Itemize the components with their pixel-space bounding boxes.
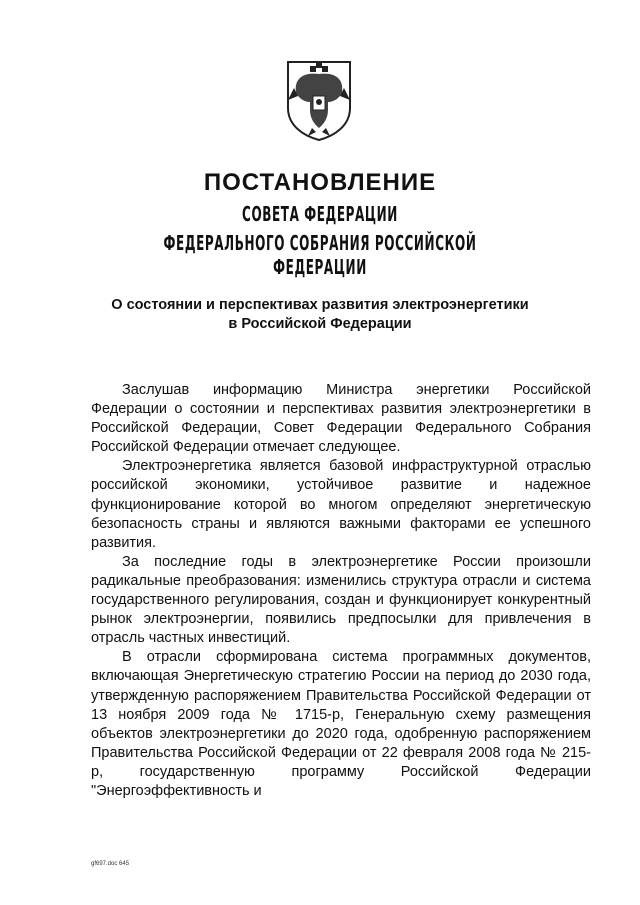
paragraph: Электроэнергетика является базовой инфраструктурной отраслью российской экономики, устойчивое развитие и надежное функционирование которой во многом определяют энергетическую безопасность страны и являются важными факторами ее успешного развития. bbox=[91, 458, 591, 551]
coat-of-arms-emblem bbox=[284, 58, 354, 142]
paragraph: За последние годы в электроэнергетике России произошли радикальные преобразования: изменились структура отрасли и система государственного регулирования, создан и функционирует конкурентный рынок электроэнергии, появились предпосылки для привлечения в отрасль частных инвестиций. bbox=[91, 553, 591, 647]
document-body bbox=[91, 381, 591, 801]
document-title: ПОСТАНОВЛЕНИЕ bbox=[203, 169, 437, 196]
subject-line2: в Российской Федерации bbox=[228, 316, 412, 332]
paragraph: В отрасли сформирована система программных документов, включающая Энергетическую стратегию России на период до 2030 года, утвержденную распоряжением Правительства Российской Федерации от 13 ноября 2009 года № 1715-р, Генеральную схему размещения объектов электроэнергетики до 2020 года, одобренную распоряжением Правительства Российской Федерации от 22 февраля 2008 года № 215-р, государственную программу Российской Федерации "Энергоэффективность и bbox=[91, 649, 591, 799]
issuing-body-line2: ФЕДЕРАЛЬНОГО СОБРАНИЯ РОССИЙСКОЙ ФЕДЕРАЦИИ bbox=[163, 231, 477, 279]
subject-line1: О состоянии и перспективах развития электроэнергетики bbox=[111, 297, 529, 313]
file-code: gf697.doc 645 bbox=[91, 861, 130, 867]
issuing-body-line1: СОВЕТА ФЕДЕРАЦИИ bbox=[242, 202, 398, 226]
paragraph: Заслушав информацию Министра энергетики Российской Федерации о состоянии и перспективах развития электроэнергетики в Российской Федерации, Совет Федерации Федерального Собрания Российской Федерации отмечает следующее. bbox=[91, 382, 591, 456]
